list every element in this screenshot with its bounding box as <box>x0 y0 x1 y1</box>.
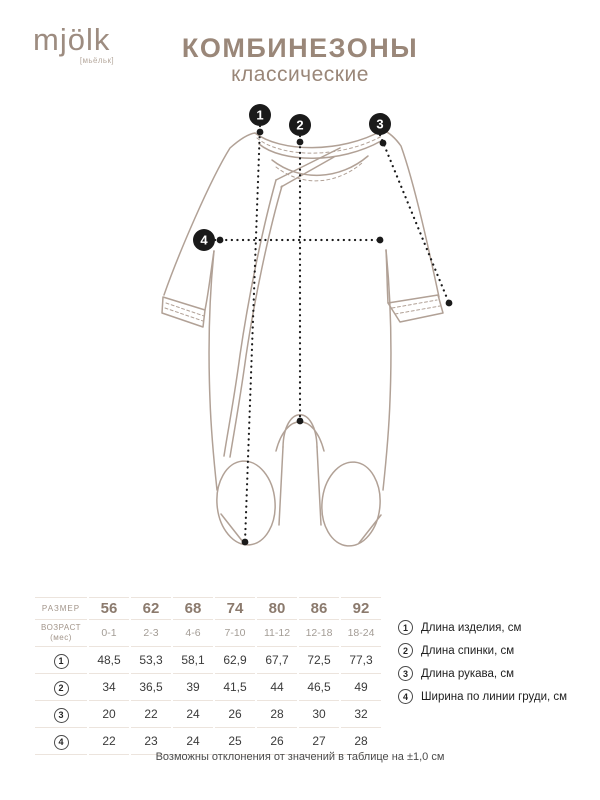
value-cell: 26 <box>215 701 255 728</box>
value-cell: 24 <box>173 728 213 755</box>
size-header-cell: 92 <box>341 597 381 620</box>
value-cell: 22 <box>89 728 129 755</box>
value-cell: 34 <box>89 674 129 701</box>
value-cell: 32 <box>341 701 381 728</box>
size-header-cell: 56 <box>89 597 129 620</box>
value-cell: 62,9 <box>215 647 255 674</box>
value-cell: 28 <box>257 701 297 728</box>
age-cell: 18-24 <box>341 620 381 647</box>
legend-label: Длина рукава, см <box>421 667 514 680</box>
legend-item-2 <box>398 643 567 658</box>
size-header-cell: 86 <box>299 597 339 620</box>
value-cell: 53,3 <box>131 647 171 674</box>
value-cell: 46,5 <box>299 674 339 701</box>
right-sleeve <box>383 130 443 322</box>
svg-text:3: 3 <box>376 116 384 132</box>
value-cell: 58,1 <box>173 647 213 674</box>
legend-item-1 <box>398 620 567 635</box>
zipper <box>224 180 282 457</box>
brand-logo-transcription: [мьёльк] <box>79 56 114 65</box>
svg-text:2: 2 <box>296 117 304 133</box>
value-cell: 49 <box>341 674 381 701</box>
marker-1 <box>249 104 271 126</box>
age-cell: 11-12 <box>257 620 297 647</box>
feet <box>213 459 383 549</box>
measurement-number-cell <box>35 701 87 728</box>
age-cell: 12-18 <box>299 620 339 647</box>
svg-text:1: 1 <box>256 107 264 123</box>
collar <box>255 130 383 187</box>
legend-num-1: 1 <box>398 620 413 635</box>
value-cell: 24 <box>173 701 213 728</box>
age-cell: 7-10 <box>215 620 255 647</box>
marker-4 <box>193 229 215 251</box>
value-cell: 25 <box>215 728 255 755</box>
legend-item-4 <box>398 689 567 704</box>
value-cell: 41,5 <box>215 674 255 701</box>
age-cell: 0-1 <box>89 620 129 647</box>
size-header-cell: 68 <box>173 597 213 620</box>
measurement-number-cell <box>35 674 87 701</box>
size-row-label: РАЗМЕР <box>35 597 87 620</box>
value-cell: 30 <box>299 701 339 728</box>
legend-num-3: 3 <box>398 666 413 681</box>
size-table <box>33 597 383 755</box>
legend <box>398 620 567 712</box>
marker-2 <box>289 114 311 136</box>
legend-label: Ширина по линии груди, см <box>421 690 568 703</box>
size-header-cell: 80 <box>257 597 297 620</box>
value-cell: 22 <box>131 701 171 728</box>
legend-item-3 <box>398 666 567 681</box>
measure-1-badge: 1 <box>54 654 69 669</box>
svg-text:4: 4 <box>200 232 208 248</box>
value-cell: 72,5 <box>299 647 339 674</box>
age-cell: 4-6 <box>173 620 213 647</box>
value-cell: 48,5 <box>89 647 129 674</box>
value-cell: 39 <box>173 674 213 701</box>
measure-2-badge: 2 <box>54 681 69 696</box>
value-cell: 28 <box>341 728 381 755</box>
value-cell: 27 <box>299 728 339 755</box>
value-cell: 44 <box>257 674 297 701</box>
legend-label: Длина спинки, см <box>421 644 515 657</box>
legend-num-4: 4 <box>398 689 413 704</box>
legend-num-2: 2 <box>398 643 413 658</box>
value-cell: 36,5 <box>131 674 171 701</box>
marker-3 <box>369 113 391 135</box>
size-header-cell: 74 <box>215 597 255 620</box>
value-cell: 67,7 <box>257 647 297 674</box>
value-cell: 23 <box>131 728 171 755</box>
measurement-line-3 <box>380 135 449 303</box>
size-header-cell: 62 <box>131 597 171 620</box>
value-cell: 77,3 <box>341 647 381 674</box>
brand-logo-text: mjölk <box>33 22 111 57</box>
legend-label: Длина изделия, см <box>421 621 522 634</box>
measure-4-badge: 4 <box>54 735 69 750</box>
page-subtitle: классические <box>231 63 369 86</box>
value-cell: 26 <box>257 728 297 755</box>
page-title: КОМБИНЕЗОНЫ <box>181 33 419 63</box>
measure-3-badge: 3 <box>54 708 69 723</box>
measurement-number-cell <box>35 647 87 674</box>
value-cell: 20 <box>89 701 129 728</box>
garment-diagram <box>100 100 500 600</box>
age-row-label: ВОЗРАСТ (мес) <box>35 620 87 647</box>
tolerance-note: Возможны отклонения от значений в таблице на ±1,0 см <box>155 751 445 763</box>
age-cell: 2-3 <box>131 620 171 647</box>
